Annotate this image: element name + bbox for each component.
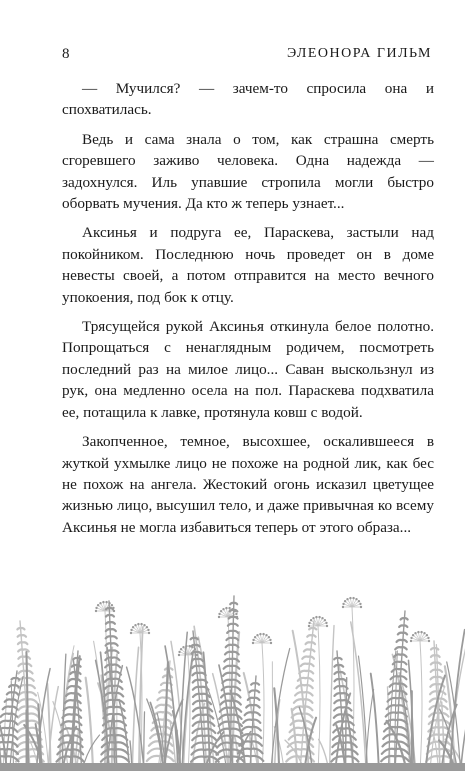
paragraph: Ведь и сама знала о том, как страшна смерть сгоревшего заживо человека. Одна надежда — задохнулся. Иль упавшие стропила могли быстро оборвать мучения. Да кто ж теперь узнает... [62,130,434,213]
grass-fern-decoration [0,571,465,771]
paragraph: Трясущейся рукой Аксинья откинула белое полотно. Попрощаться с ненаглядным родичем, посмотреть последний раз на милое лицо... Саван выскользнул из рук, она медленно осела на пол. Параскева подхватила ее, потащила к лавке, протянула ковш с водой. [62,318,434,421]
paragraph: Закопченное, темное, высохшее, оскалившееся в жуткой ухмылке лицо не похоже на родной лик, как бес не похож на ангела. Жестокий огонь исказил цветущее жизнью лицо, высушил тело, и даже привычная ко всему Аксинья не могла избавиться теперь от этого образа... [62,433,434,536]
paragraph: Аксинья и подруга ее, Параскева, застыли над покойником. Последнюю ночь проведет он в доме невесты своей, а потом отправится на место вечного упокоения, под бок к отцу. [62,224,434,306]
body-text [62,78,434,546]
foreground-ferns [0,596,465,771]
page-number: 8 [62,46,70,62]
running-header-author: ЭЛЕОНОРА ГИЛЬМ [287,46,432,61]
paragraph: — Мучился? — зачем-то спросила она и спохватилась. [62,80,434,119]
